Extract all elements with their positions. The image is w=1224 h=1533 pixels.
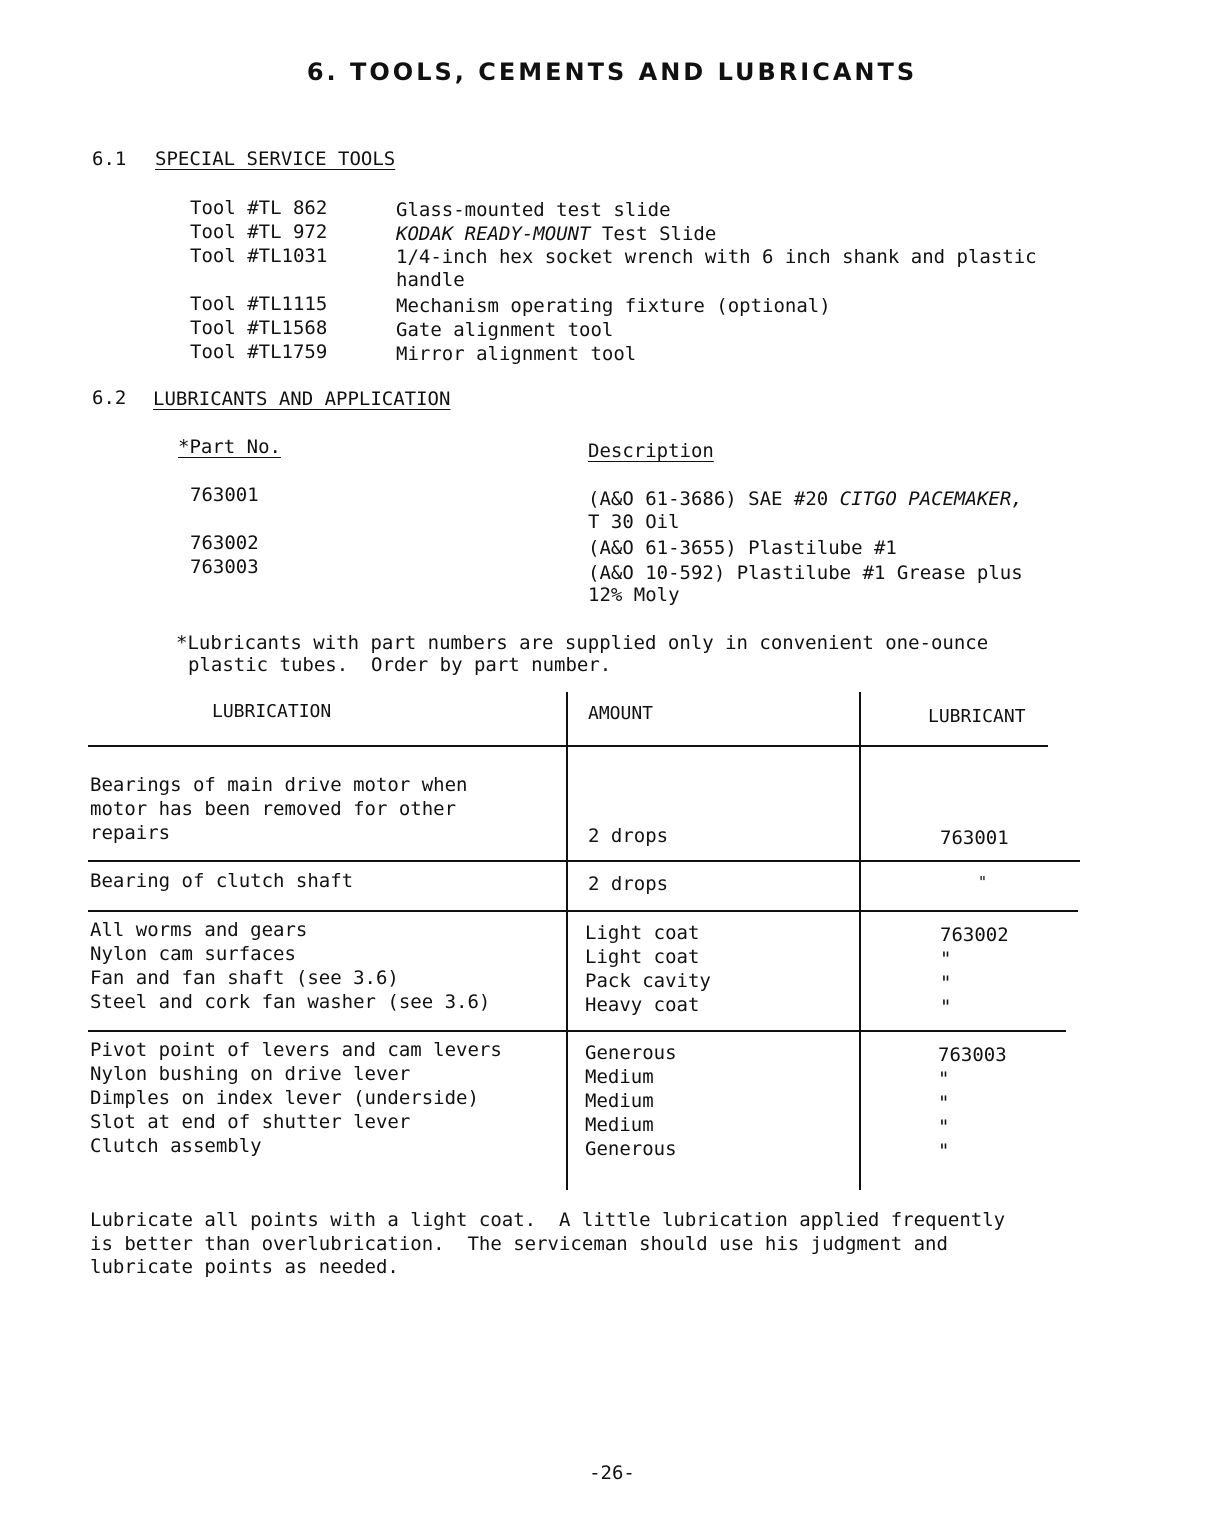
part-number-column-header: *Part No. <box>178 436 281 458</box>
tool-id: Tool #TL 972 <box>190 221 328 243</box>
tool-description-text: Mirror alignment tool <box>396 343 637 365</box>
table-row-rule <box>88 1030 1066 1032</box>
lubrication-points: Pivot point of levers and cam levers Nylon bushing on drive lever Dimples on index lever (underside) Slot at end of shutter lever Clutch assembly <box>90 1039 502 1157</box>
lubricant-part: 763001 <box>940 827 1009 849</box>
lubrication-points: Bearings of main drive motor when motor has been removed for other repairs <box>90 774 468 844</box>
tool-id: Tool #TL1759 <box>190 341 328 363</box>
lubricant-note-line-2: plastic tubes. Order by part number. <box>188 654 612 676</box>
lubricant-note-line-1: *Lubricants with part numbers are supplied only in convenient one-ounce <box>176 632 989 654</box>
part-description-text: (A&O 61-3655) Plastilube #1 <box>588 537 897 559</box>
part-description-text: (A&O 10-592) Plastilube #1 Grease plus <box>588 562 1023 584</box>
table-column-divider <box>566 692 568 1190</box>
description-column-header: Description <box>588 440 714 462</box>
tool-description-text: 1/4-inch hex socket wrench with 6 inch shank and plastic handle <box>396 246 1037 291</box>
lubrication-points: Bearing of clutch shaft <box>90 870 354 892</box>
tool-id: Tool #TL 862 <box>190 197 328 219</box>
page-number: -26- <box>589 1462 635 1484</box>
part-number: 763002 <box>190 532 259 554</box>
lubricant-part: " <box>978 873 988 891</box>
tool-description <box>396 318 613 342</box>
tool-description <box>396 198 671 222</box>
tool-id: Tool #TL1031 <box>190 245 328 267</box>
section-6-1-heading: SPECIAL SERVICE TOOLS <box>155 148 396 170</box>
lubrication-amount: Generous Medium Medium Medium Generous <box>585 1042 677 1160</box>
part-description-continued: T 30 Oil <box>588 511 680 533</box>
tool-description <box>396 246 1086 292</box>
section-6-2-number: 6.2 <box>92 387 127 409</box>
table-column-divider <box>859 692 861 1190</box>
lubrication-amount: 2 drops <box>588 825 669 847</box>
closing-paragraph-line-2: is better than overlubrication. The serviceman should use his judgment and <box>90 1233 948 1255</box>
lubricant-column-header: LUBRICANT <box>928 706 1026 727</box>
tool-id: Tool #TL1115 <box>190 293 328 315</box>
section-6-2-heading: LUBRICANTS AND APPLICATION <box>153 388 451 410</box>
tool-description-text: Glass-mounted test slide <box>396 199 671 221</box>
page-title: 6. TOOLS, CEMENTS AND LUBRICANTS <box>306 58 918 86</box>
table-header-rule <box>88 745 1048 747</box>
part-number: 763003 <box>190 556 259 578</box>
part-description <box>588 561 1023 585</box>
part-description <box>588 536 897 560</box>
part-description-continued: 12% Moly <box>588 584 680 606</box>
tool-description-text: Test Slide <box>590 223 717 245</box>
section-6-1-number: 6.1 <box>92 148 127 170</box>
part-description-text: (A&O 61-3686) SAE #20 <box>588 488 840 510</box>
part-description <box>588 487 1023 511</box>
lubrication-points: All worms and gears Nylon cam surfaces Fan and fan shaft (see 3.6) Steel and cork fan washer (see 3.6) <box>90 919 491 1013</box>
part-number: 763001 <box>190 484 259 506</box>
lubricant-part: 763003 " " " " <box>938 1044 1007 1162</box>
tool-description-text: Gate alignment tool <box>396 319 614 341</box>
closing-paragraph-line-1: Lubricate all points with a light coat. A little lubrication applied frequently <box>90 1209 1006 1231</box>
tool-description <box>396 342 636 366</box>
lubricant-part: 763002 " " " <box>940 924 1009 1018</box>
part-description-italic: CITGO PACEMAKER, <box>839 488 1023 510</box>
table-row-rule <box>88 910 1078 912</box>
lubrication-column-header: LUBRICATION <box>212 701 332 722</box>
tool-id: Tool #TL1568 <box>190 317 328 339</box>
tool-description-italic: KODAK READY-MOUNT <box>396 223 591 245</box>
amount-column-header: AMOUNT <box>588 703 654 724</box>
tool-description <box>396 222 716 246</box>
tool-description-text: Mechanism operating fixture (optional) <box>396 295 831 317</box>
lubrication-amount: 2 drops <box>588 873 669 895</box>
table-row-rule <box>88 860 1080 862</box>
closing-paragraph-line-3: lubricate points as needed. <box>90 1256 399 1278</box>
tool-description <box>396 294 831 318</box>
lubrication-amount: Light coat Light coat Pack cavity Heavy coat <box>585 922 711 1016</box>
